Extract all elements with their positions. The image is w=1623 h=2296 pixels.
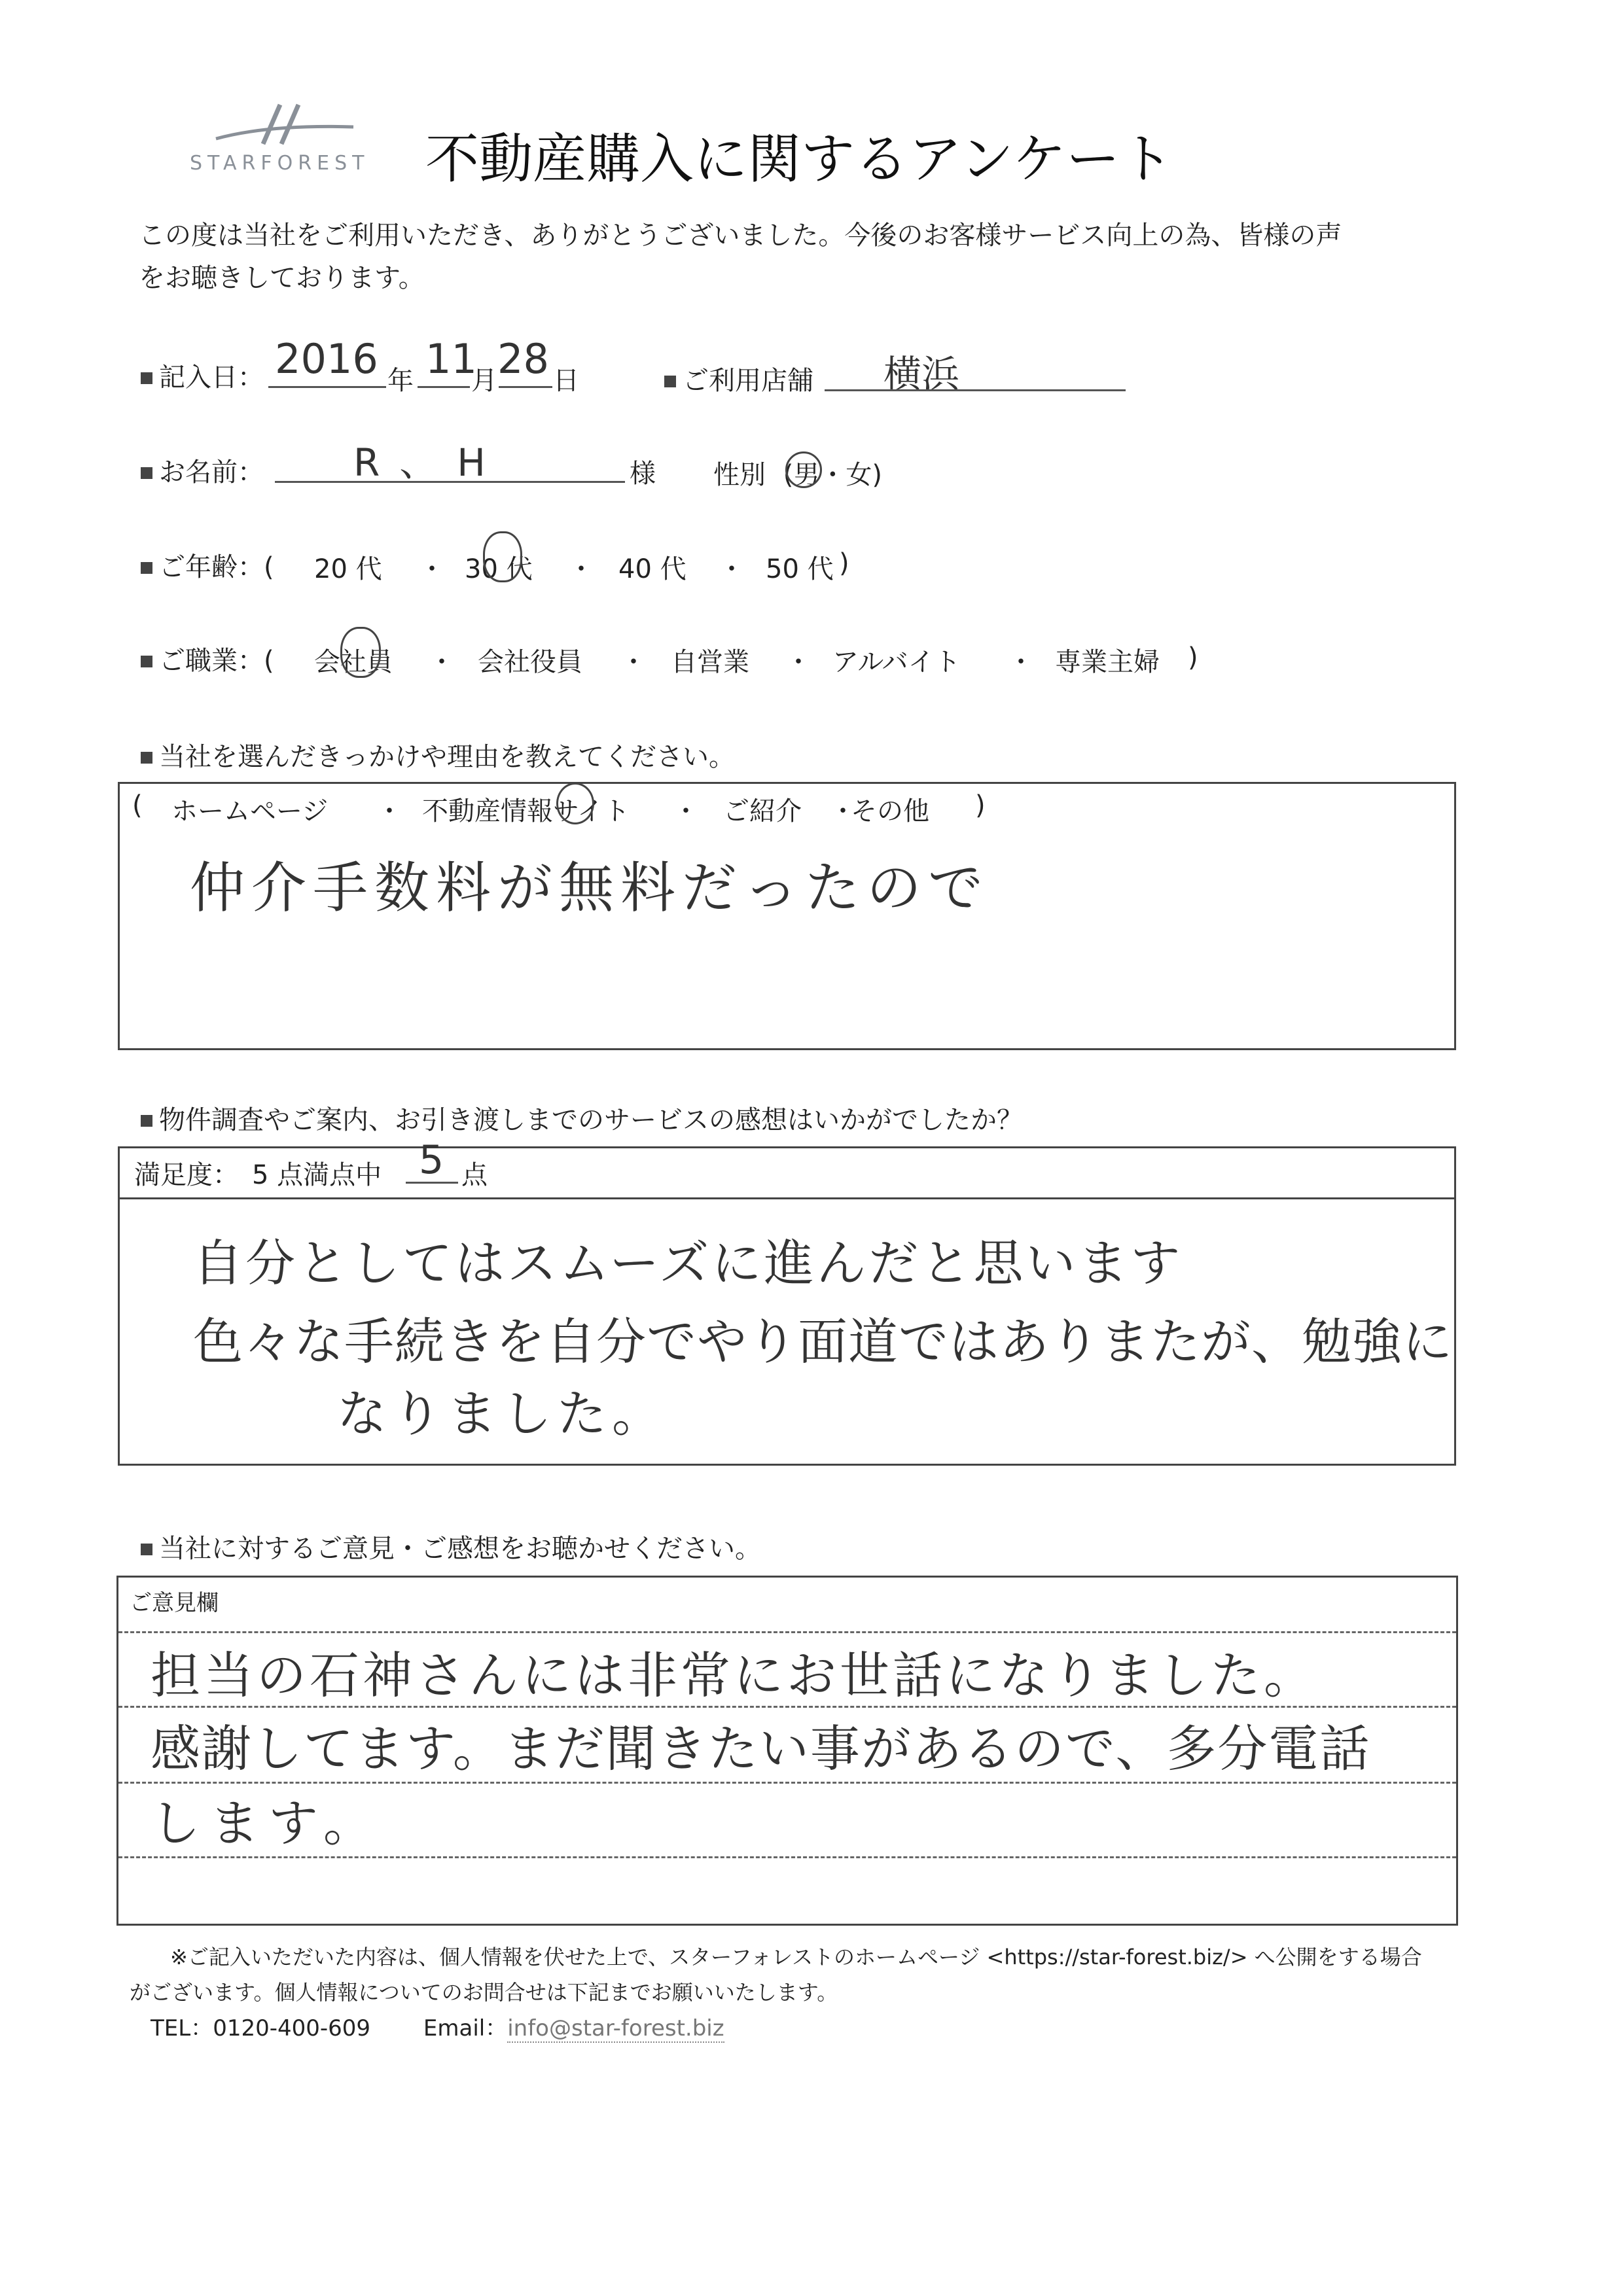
reason-option-homepage[interactable]: ホームページ [171, 796, 329, 826]
name-suffix: 様 [630, 459, 656, 489]
reason-close: ) [975, 790, 986, 821]
date-day: 28 [497, 335, 549, 383]
store-value: 横浜 [883, 352, 960, 397]
gender-option-female[interactable]: 女 [846, 460, 872, 490]
store-line [825, 389, 1126, 391]
age-option-30[interactable]: 30 代 [465, 554, 533, 584]
brand-name: STARFOREST [190, 152, 370, 175]
opinion-answer-line-3: します。 [151, 1794, 382, 1852]
service-answer-line-3: なりました。 [337, 1385, 667, 1443]
page-title: 不動産購入に関するアンケート [425, 128, 1174, 190]
gender-selected-mark [785, 451, 822, 488]
footer-contact [151, 2010, 724, 2042]
date-year: 2016 [275, 335, 378, 383]
age-option-20[interactable]: 20 代 [314, 554, 382, 584]
reason-separator-3: ・ [830, 796, 856, 826]
service-score-label: 満足度： 5 点満点中 [134, 1160, 382, 1190]
job-label: ご職業：( [141, 640, 274, 677]
age-separator-3: ・ [719, 554, 745, 584]
date-month-line [418, 386, 470, 388]
job-option-homemaker[interactable]: 専業主婦 [1055, 647, 1160, 677]
job-option-company-employee[interactable]: 会社員 [314, 647, 393, 677]
gender-open: ( [783, 460, 794, 490]
store-label: ご利用店舗 [664, 360, 813, 397]
name-label: お名前： [141, 451, 264, 489]
gender-label: 性別 [713, 460, 766, 490]
tel-label: TEL： [151, 2015, 213, 2041]
gender-separator: ・ [819, 460, 846, 490]
date-day-line [499, 386, 552, 388]
email-label: Email： [423, 2015, 508, 2041]
reason-open: ( [132, 790, 143, 821]
service-answer-line-1: 自分としてはスムーズに進んだと思います [193, 1234, 1183, 1292]
reason-selected-mark [556, 783, 594, 824]
age-separator-2: ・ [568, 554, 594, 584]
intro-line-2: をお聴きしております。 [139, 263, 425, 293]
gender-close: ) [872, 460, 882, 490]
date-day-unit: 日 [553, 366, 579, 396]
footer-note-1: ※ご記入いただいた内容は、個人情報を伏せた上で、スターフォレストのホームページ <https://star-forest.biz/> へ公開をする場合 [170, 1945, 1422, 1969]
job-separator-2: ・ [620, 647, 647, 677]
name-line [275, 481, 625, 483]
service-score-line [406, 1182, 458, 1184]
logo-mark-icon [190, 98, 380, 150]
date-label: 記入日： [141, 357, 264, 394]
date-year-line [268, 386, 386, 388]
job-option-self-employed[interactable]: 自営業 [671, 647, 749, 677]
date-month: 11 [425, 335, 477, 383]
intro-line-1: この度は当社をご利用いただき、ありがとうございました。今後のお客様サービス向上の為、皆様の声 [139, 221, 1342, 251]
date-month-unit: 月 [471, 366, 497, 396]
opinion-rule-1 [118, 1631, 1456, 1633]
reason-separator-1: ・ [376, 796, 402, 826]
name-value: R、H [353, 440, 505, 485]
job-option-company-officer[interactable]: 会社役員 [478, 647, 582, 677]
gender-option-male[interactable]: 男 [793, 460, 820, 490]
job-option-part-time[interactable]: アルバイト [832, 647, 961, 677]
job-close: ) [1188, 643, 1198, 673]
opinion-answer-line-1: 担当の石神さんには非常にお世話になりました。 [151, 1646, 1317, 1704]
age-separator-1: ・ [419, 554, 445, 584]
service-score-unit: 点 [461, 1160, 488, 1190]
opinion-box-label: ご意見欄 [130, 1590, 219, 1616]
age-label: ご年齢：( [141, 546, 274, 584]
date-year-unit: 年 [387, 366, 414, 396]
job-separator-4: ・ [1008, 647, 1034, 677]
age-selected-mark [483, 531, 522, 582]
reason-heading: 当社を選んだきっかけや理由を教えてください。 [141, 736, 735, 773]
job-separator-3: ・ [785, 647, 812, 677]
reason-option-referral[interactable]: ご紹介 [723, 796, 802, 826]
logo [190, 98, 380, 177]
service-score-value: 5 [419, 1137, 444, 1183]
age-option-50[interactable]: 50 代 [766, 554, 834, 584]
reason-option-portal-site[interactable]: 不動産情報サイト [422, 796, 630, 826]
opinion-rule-4 [118, 1856, 1456, 1858]
opinion-heading: 当社に対するご意見・ご感想をお聴かせください。 [141, 1528, 761, 1565]
footer-note-2: がございます。個人情報についてのお問合せは下記までお願いいたします。 [130, 1980, 838, 2005]
service-score-divider [118, 1197, 1456, 1199]
email-link[interactable]: info@star-forest.biz [507, 2015, 724, 2041]
reason-separator-2: ・ [673, 796, 699, 826]
service-answer-line-2: 色々な手続きを自分でやり面道ではありまたが、勉強に [193, 1313, 1453, 1371]
age-close: ) [839, 548, 849, 578]
job-selected-mark [340, 627, 381, 678]
service-heading: 物件調査やご案内、お引き渡しまでのサービスの感想はいかがでしたか？ [141, 1099, 1023, 1137]
reason-option-other[interactable]: その他 [851, 796, 929, 826]
age-option-40[interactable]: 40 代 [618, 554, 687, 584]
job-separator-1: ・ [429, 647, 455, 677]
opinion-answer-line-2: 感謝してます。まだ聞きたい事があるので、多分電話 [151, 1720, 1371, 1778]
tel-number[interactable]: 0120-400-609 [213, 2015, 371, 2041]
reason-answer: 仲介手数料が無料だったので [190, 856, 990, 920]
